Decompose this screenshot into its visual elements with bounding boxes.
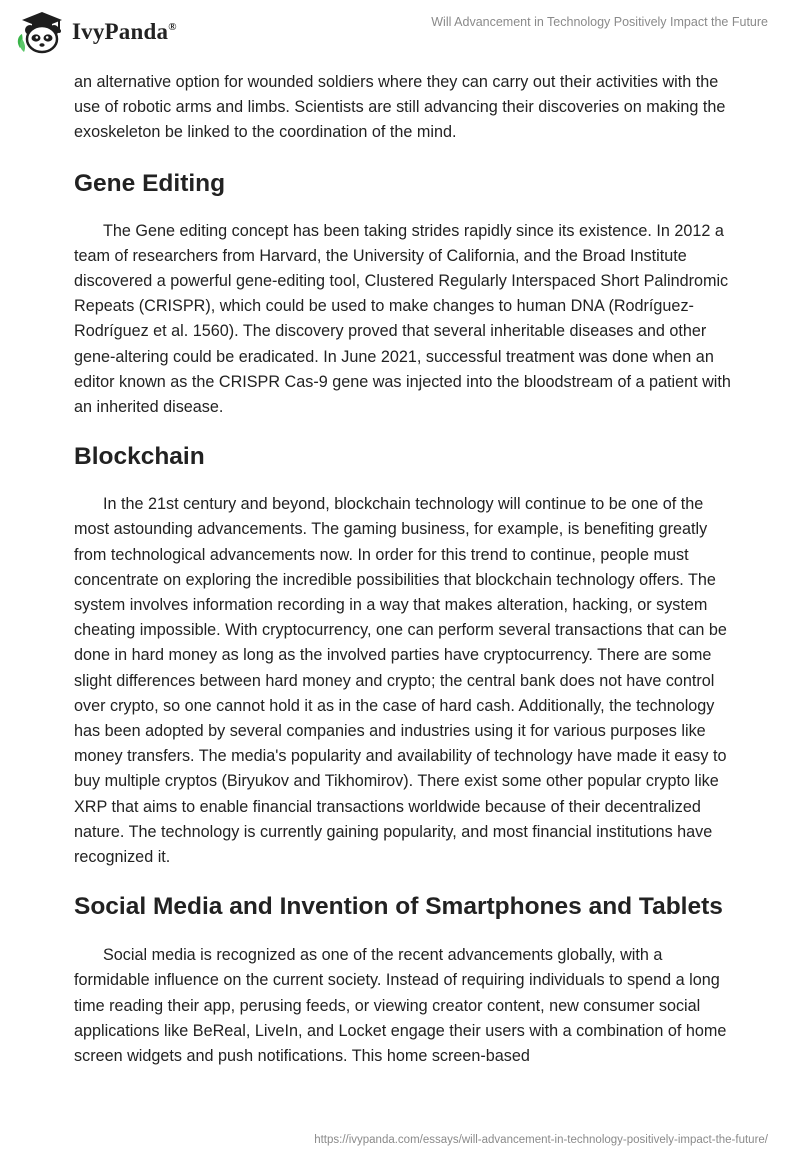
heading-blockchain: Blockchain bbox=[74, 443, 205, 471]
brand-name bbox=[72, 19, 177, 45]
registered-mark: ® bbox=[168, 21, 177, 33]
brand-name-text: IvyPanda bbox=[72, 19, 169, 44]
paragraph-blockchain: In the 21st century and beyond, blockchain technology will continue to be one of the most astounding advancements. The gaming business, for example, is benefiting greatly from technological advancements now. In order for this trend to continue, people must concentrate on exploring the incredible possibilities that blockchain technology offers. The system involves information recording in a way that makes alteration, hacking, or system cheating impossible. With cryptocurrency, one can perform several transactions that can be done in hard money as long as the involved parties have cryptocurrency. There are some slight differences between hard money and crypto; the central bank does not have control over crypto, so one cannot hold it as in the case of hard cash. Additionally, the technology has been adopted by several companies and industries using it for various purposes like money transfers. The media's popularity and availability of technology have made it easy to buy multiple cryptos (Biryukov and Tikhomirov). There exist some other popular crypto like XRP that aims to enable financial transactions worldwide because of their decentralized nature. The technology is currently gaining popularity, and most financial institutions have recognized it. bbox=[74, 495, 727, 867]
page-header bbox=[0, 0, 800, 64]
essay-content bbox=[74, 70, 734, 1069]
document-title: Will Advancement in Technology Positively Impact the Future bbox=[431, 15, 768, 29]
paragraph-gene-editing: The Gene editing concept has been taking strides rapidly since its existence. In 2012 a team of researchers from Harvard, the University of California, and the Broad Institute discovered a powerful gene-editing tool, Clustered Regularly Interspaced Short Palindromic Repeats (CRISPR), which could be used to make changes to human DNA (Rodríguez-Rodríguez et al. 1560). The discovery proved that several inheritable diseases and other gene-altering could be eradicated. In June 2021, successful treatment was done when an editor known as the CRISPR Cas-9 gene was injected into the bloodstream of a patient with an inherited disease. bbox=[74, 221, 731, 417]
heading-social-media: Social Media and Invention of Smartphones and Tablets bbox=[74, 893, 723, 921]
paragraph-social-media: Social media is recognized as one of the recent advancements globally, with a formidable influence on the current society. Instead of requiring individuals to spend a long time reading their app, perusing feeds, or viewing creator content, new consumer social applications like BeReal, LiveIn, and Locket engage their users with a combination of home screen widgets and push notifications. This home screen-based bbox=[74, 946, 727, 1066]
intro-paragraph: an alternative option for wounded soldiers where they can carry out their activities with the use of robotic arms and limbs. Scientists are still advancing their discoveries on making the exoskeleton be linked to the coordination of the mind. bbox=[74, 73, 726, 142]
heading-gene-editing: Gene Editing bbox=[74, 169, 226, 197]
panda-graduate-icon bbox=[14, 8, 66, 56]
brand-logo[interactable] bbox=[14, 8, 177, 56]
source-url[interactable]: https://ivypanda.com/essays/will-advancement-in-technology-positively-impact-the-future/ bbox=[314, 1134, 768, 1146]
